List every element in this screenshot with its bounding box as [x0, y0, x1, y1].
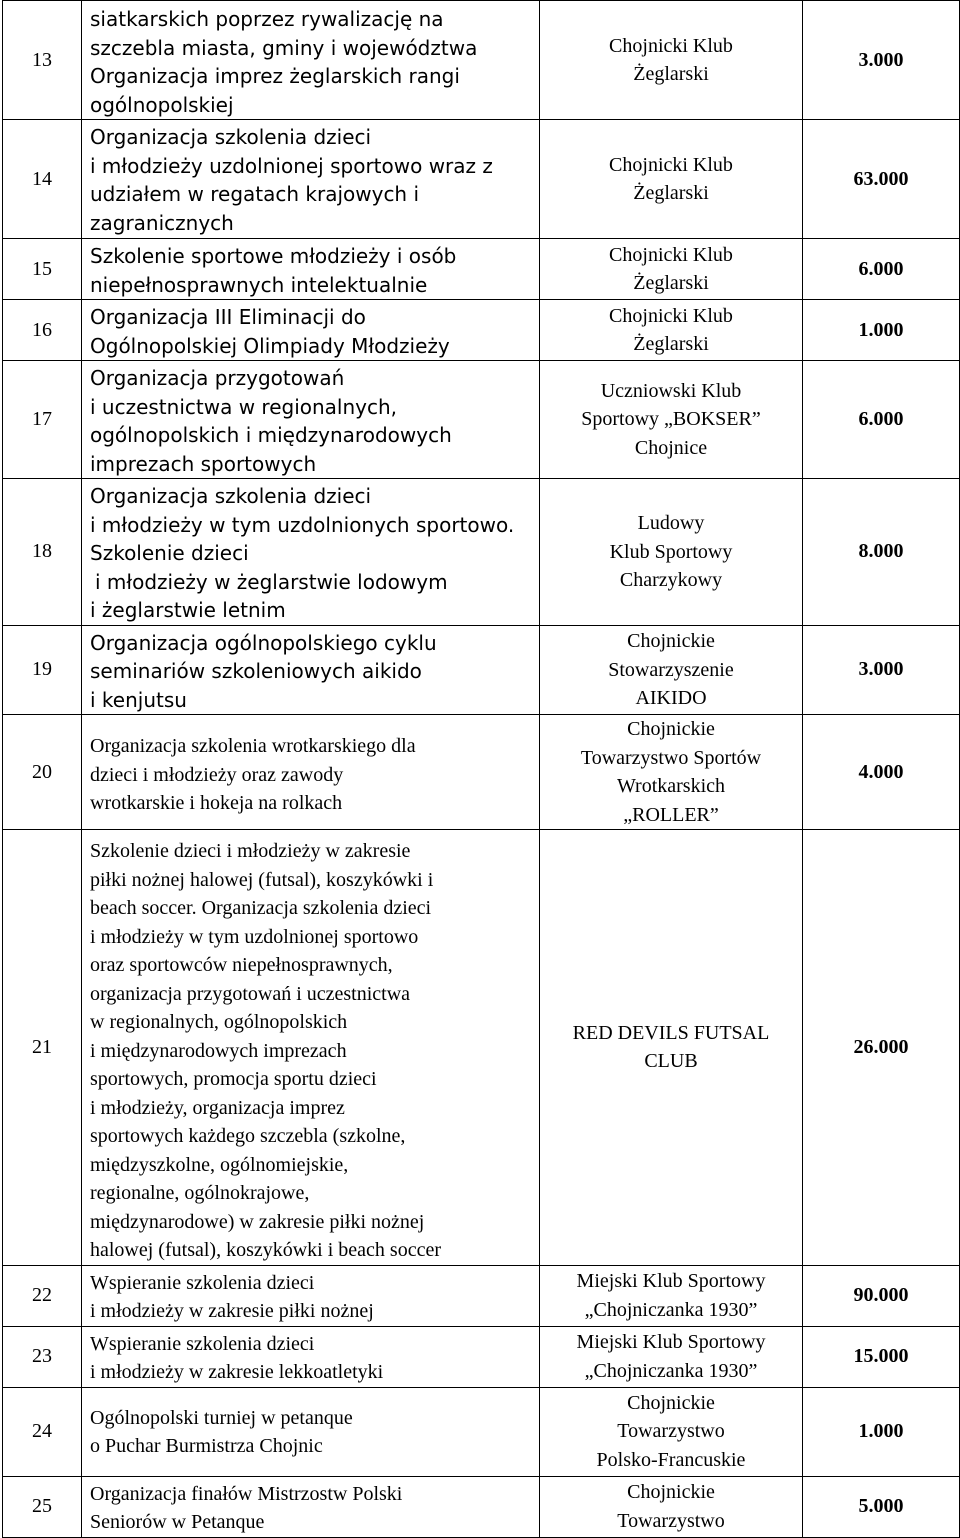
table-row — [3, 1326, 960, 1387]
task-line: międzynarodowe) w zakresie piłki nożnej — [90, 1210, 425, 1233]
grant-amount: 3.000 — [803, 625, 960, 715]
row-number: 22 — [3, 1265, 82, 1326]
organization-name — [540, 1387, 803, 1476]
task-description — [82, 830, 540, 1266]
task-description — [82, 625, 540, 715]
task-line: halowej (futsal), koszykówki i beach soccer — [90, 1239, 441, 1261]
grant-amount: 3.000 — [803, 1, 960, 120]
task-line: i młodzieży uzdolnionej sportowo wraz z — [90, 153, 493, 178]
grant-amount: 6.000 — [803, 361, 960, 479]
organization-name — [540, 300, 803, 361]
organization-name — [540, 1476, 803, 1537]
table-row — [3, 239, 960, 300]
task-line: Organizacja przygotowań — [90, 366, 345, 390]
row-number: 18 — [3, 479, 82, 626]
organization-name — [540, 625, 803, 715]
task-line: niepełnosprawnych intelektualnie — [90, 272, 428, 297]
organization-line: Towarzystwo — [617, 1420, 725, 1443]
task-line: szczebla miasta, gminy i województwa — [90, 35, 478, 60]
grant-amount: 1.000 — [803, 300, 960, 361]
grants-table — [2, 0, 960, 1538]
task-line: udziałem w regatach krajowych i — [90, 182, 420, 206]
task-description — [82, 120, 540, 239]
task-line: Organizacja ogólnopolskiego cyklu — [90, 630, 437, 655]
task-description — [82, 1326, 540, 1387]
organization-line: Żeglarski — [633, 272, 709, 294]
task-line: o Puchar Burmistrza Chojnic — [90, 1435, 323, 1457]
table-row — [3, 300, 960, 361]
task-line: w regionalnych, ogólnopolskich — [90, 1011, 348, 1033]
table-row — [3, 830, 960, 1266]
organization-line: Towarzystwo — [617, 1509, 725, 1532]
organization-line: Chojnice — [634, 436, 708, 459]
task-line: wrotkarskie i hokeja na rolkach — [90, 792, 343, 814]
organization-name — [540, 1326, 803, 1387]
task-description — [82, 1476, 540, 1537]
grant-amount: 8.000 — [803, 479, 960, 626]
organization-line: Ludowy — [637, 512, 705, 534]
organization-line: Chojnickie — [627, 718, 715, 740]
organization-line: „Chojniczanka 1930” — [584, 1359, 758, 1382]
organization-line: Chojnicki Klub — [609, 304, 733, 327]
task-line: i kenjutsu — [90, 687, 187, 712]
task-line: i młodzieży w zakresie piłki nożnej — [90, 1300, 374, 1322]
task-description — [82, 1265, 540, 1326]
table-row — [3, 120, 960, 239]
table-row — [3, 1387, 960, 1476]
task-line: Organizacja imprez żeglarskich rangi — [90, 64, 460, 88]
grant-amount: 6.000 — [803, 239, 960, 300]
task-line: Szkolenie dzieci i młodzieży w zakresie — [90, 840, 411, 862]
task-line: Organizacja szkolenia wrotkarskiego dla — [90, 735, 416, 757]
organization-line: CLUB — [644, 1050, 698, 1073]
task-line: Organizacja III Eliminacji do — [90, 305, 366, 329]
grant-amount: 15.000 — [803, 1326, 960, 1387]
task-line: i młodzieży w tym uzdolnionej sportowo — [90, 925, 419, 948]
grant-amount: 90.000 — [803, 1265, 960, 1326]
task-line: Organizacja szkolenia dzieci — [90, 484, 372, 508]
task-line: sportowych, promocja sportu dzieci — [90, 1068, 377, 1090]
task-description — [82, 479, 540, 626]
organization-line: Charzykowy — [619, 569, 723, 591]
task-line: Wspieranie szkolenia dzieci — [90, 1271, 315, 1294]
task-line: Seniorów w Petanque — [90, 1511, 265, 1533]
row-number: 16 — [3, 300, 82, 361]
task-description — [82, 239, 540, 300]
row-number: 19 — [3, 625, 82, 715]
organization-name — [540, 1265, 803, 1326]
table-row — [3, 1265, 960, 1326]
row-number: 20 — [3, 715, 82, 830]
task-line: i młodzieży w tym uzdolnionych sportowo. — [90, 512, 515, 537]
organization-line: „Chojniczanka 1930” — [584, 1298, 758, 1321]
organization-line: Polsko-Francuskie — [596, 1448, 746, 1471]
organization-line: RED DEVILS FUTSAL — [572, 1021, 770, 1044]
task-line: i młodzieży w żeglarstwie lodowym — [95, 569, 448, 594]
organization-line: Chojnickie — [627, 1391, 715, 1414]
organization-line: Żeglarski — [633, 333, 709, 355]
row-number: 14 — [3, 120, 82, 239]
task-line: Wspieranie szkolenia dzieci — [90, 1332, 315, 1355]
row-number: 17 — [3, 361, 82, 479]
grant-amount: 4.000 — [803, 715, 960, 830]
task-line: Organizacja finałów Mistrzostw Polski — [90, 1482, 403, 1505]
task-description — [82, 715, 540, 830]
row-number: 25 — [3, 1476, 82, 1537]
task-line: i młodzieży w zakresie lekkoatletyki — [90, 1361, 384, 1383]
row-number: 23 — [3, 1326, 82, 1387]
task-line: regionalne, ogólnokrajowe, — [90, 1182, 310, 1204]
task-line: oraz sportowców niepełnosprawnych, — [90, 954, 393, 976]
task-line: i młodzieży, organizacja imprez — [90, 1096, 345, 1119]
task-line: siatkarskich poprzez rywalizację na — [90, 7, 444, 31]
task-line: dzieci i młodzieży oraz zawody — [90, 763, 344, 786]
organization-line: Stowarzyszenie — [608, 658, 734, 681]
task-description — [82, 300, 540, 361]
table-row — [3, 1476, 960, 1537]
table-row — [3, 715, 960, 830]
table-row — [3, 1, 960, 120]
task-description — [82, 1387, 540, 1476]
table-body — [3, 1, 960, 1538]
organization-name — [540, 715, 803, 830]
task-line: ogólnopolskiej — [90, 92, 234, 117]
organization-line: Towarzystwo Sportów — [580, 746, 762, 769]
row-number: 21 — [3, 830, 82, 1266]
task-line: zagranicznych — [90, 210, 234, 235]
task-line: i żeglarstwie letnim — [90, 598, 286, 622]
organization-line: Klub Sportowy — [609, 540, 733, 563]
task-line: Ogólnopolskiej Olimpiady Młodzieży — [90, 333, 450, 358]
task-line: piłki nożnej halowej (futsal), koszykówki i — [90, 868, 434, 891]
table-row — [3, 625, 960, 715]
grant-amount: 1.000 — [803, 1387, 960, 1476]
organization-line: Sportowy „BOKSER” — [581, 408, 761, 431]
task-line: beach soccer. Organizacja szkolenia dzieci — [90, 897, 432, 919]
organization-line: Miejski Klub Sportowy — [576, 1270, 766, 1292]
task-description — [82, 361, 540, 479]
task-line: i uczestnictwa w regionalnych, — [90, 394, 398, 419]
task-line: sportowych każdego szczebla (szkolne, — [90, 1125, 406, 1147]
organization-line: Uczniowski Klub — [600, 379, 742, 402]
organization-line: Chojnicki Klub — [609, 153, 733, 176]
organization-line: Chojnicki Klub — [609, 34, 733, 57]
task-line: ogólnopolskich i międzynarodowych — [90, 423, 452, 447]
task-line: Ogólnopolski turniej w petanque — [90, 1406, 353, 1429]
organization-name — [540, 830, 803, 1266]
organization-line: Chojnicki Klub — [609, 243, 733, 266]
organization-line: Miejski Klub Sportowy — [576, 1331, 766, 1353]
organization-line: „ROLLER” — [623, 803, 719, 826]
task-line: seminariów szkoleniowych aikido — [90, 659, 422, 683]
organization-line: Żeglarski — [633, 182, 709, 204]
task-line: organizacja przygotowań i uczestnictwa — [90, 982, 411, 1005]
row-number: 15 — [3, 239, 82, 300]
task-line: międzyszkolne, ogólnomiejskie, — [90, 1153, 349, 1176]
task-line: imprezach sportowych — [90, 451, 317, 476]
organization-line: Chojnickie — [627, 630, 715, 652]
task-line: Szkolenie dzieci — [90, 541, 249, 565]
table-row — [3, 361, 960, 479]
table-row — [3, 479, 960, 626]
task-line: i międzynarodowych imprezach — [90, 1039, 347, 1062]
organization-name — [540, 361, 803, 479]
row-number: 24 — [3, 1387, 82, 1476]
organization-name — [540, 1, 803, 120]
task-line: Organizacja szkolenia dzieci — [90, 125, 372, 149]
organization-name — [540, 120, 803, 239]
organization-name — [540, 479, 803, 626]
task-line: Szkolenie sportowe młodzieży i osób — [90, 244, 457, 268]
grant-amount: 63.000 — [803, 120, 960, 239]
organization-line: Żeglarski — [633, 63, 709, 85]
row-number: 13 — [3, 1, 82, 120]
organization-line: Chojnickie — [627, 1481, 715, 1503]
organization-line: Wrotkarskich — [616, 775, 726, 797]
task-description — [82, 1, 540, 120]
organization-name — [540, 239, 803, 300]
grant-amount: 26.000 — [803, 830, 960, 1266]
organization-line: AIKIDO — [635, 687, 707, 709]
grant-amount: 5.000 — [803, 1476, 960, 1537]
